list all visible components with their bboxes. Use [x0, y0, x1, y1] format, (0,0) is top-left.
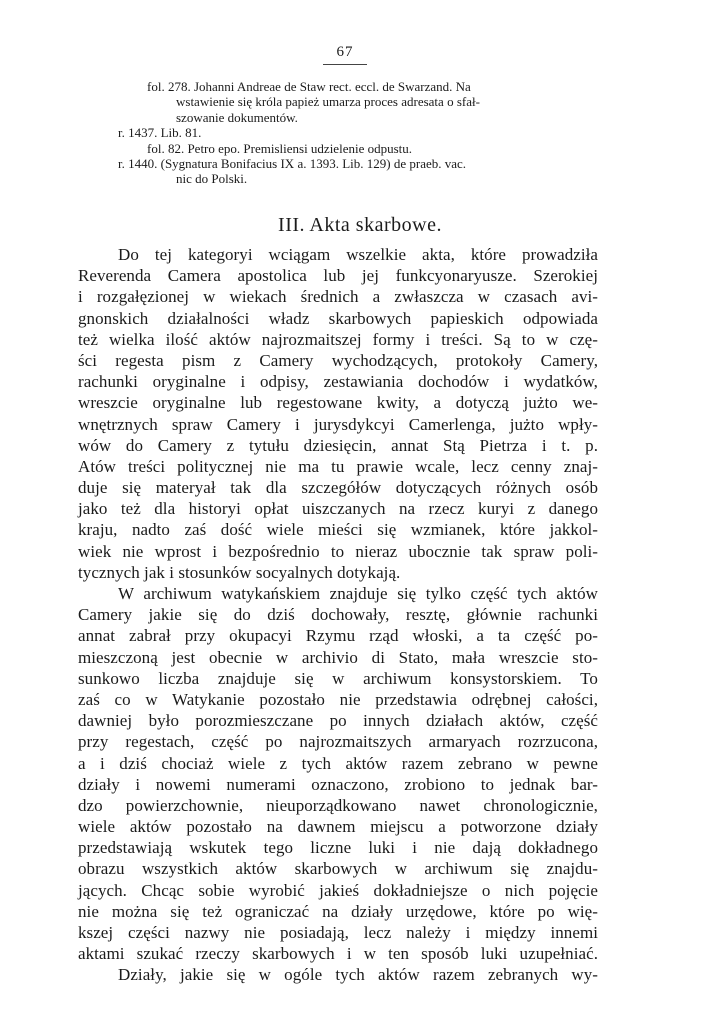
body-line: też wielka ilość aktów najrozmaitszej formy i treści. Są to w czę- [78, 329, 598, 349]
body-line: annat zabrał przy okupacyi Rzymu rząd włoski, a ta część po- [78, 626, 598, 646]
body-line: gnonskich działalności władz skarbowych papieskich odpowiada [78, 308, 598, 328]
body-line: Reverenda Camera apostolica lub jej funkcyonaryusze. Szerokiej [78, 266, 598, 286]
note-line: wstawienie się króla papież umarza proces adresata o sfał- [176, 94, 480, 110]
note-line: fol. 278. Johanni Andreae de Staw rect. eccl. de Swarzand. Na [147, 79, 471, 94]
body-line: ści regesta pism z Camery wychodzących, protokoły Camery, [78, 350, 598, 370]
note-line: r. 1440. (Sygnatura Bonifacius IX a. 1393. Lib. 129) de praeb. vac. [118, 156, 467, 171]
body-line: duje się materyał tak dla szczegółów dotyczących różnych osób [78, 478, 598, 498]
body-line: Do tej kategoryi wciągam wszelkie akta, które prowadziła [118, 245, 598, 264]
body-line: wiek nie wprost i bezpośrednio to nieraz ubocznie tak spraw poli- [78, 541, 598, 561]
body-line: wreszcie oryginalne lub regestowane kwity, a dotyczą jużto we- [78, 393, 598, 413]
body-line: Camery jakie się do dziś dochowały, resztę, głównie rachunki [78, 605, 598, 625]
body-line: jako też dla historyi opłat uiszczanych na rzecz kuryi z danego [78, 499, 598, 519]
body-line: wów do Camery z tytułu dziesięcin, annat Stą Pietrza i t. p. [78, 435, 598, 455]
note-line: szowanie dokumentów. [176, 109, 298, 125]
note-line: nic do Polski. [176, 171, 248, 187]
body-line: i rozgałęzionej w wiekach średnich a zwłaszcza w czasach avi- [78, 287, 598, 307]
body-line: zaś co w Watykanie pozostało nie przedstawia odrębnej całości, [78, 689, 598, 709]
section-title: III. Akta skarbowe. [278, 214, 442, 236]
body-line: przy regestach, część po najrozmaitszych armaryach rozrzucona, [78, 732, 598, 752]
body-line: Działy, jakie się w ogóle tych aktów razem zebranych wy- [118, 965, 598, 985]
body-line: tycznych jak i stosunków socyalnych dotykają. [78, 562, 401, 582]
body-line: a i dziś chociaż wiele z tych aktów razem zebrano w pewne [78, 753, 598, 773]
body-line: obrazu wszystkich aktów skarbowych w archiwum się znajdu- [78, 859, 598, 879]
body-line: dawniej było porozmieszczane po innych działach aktów, część [78, 711, 598, 731]
body-line: dzo powierzchownie, nieuporządkowano nawet chronologicznie, [78, 795, 598, 815]
body-line: kraju, nadto zaś dość wiele mieści się wzmianek, które jakkol- [78, 520, 598, 540]
note-line: fol. 82. Petro epo. Premisliensi udzielenie odpustu. [147, 140, 413, 156]
body-line: rachunki oryginalne i odpisy, zestawiania dochodów i wydatków, [78, 372, 598, 392]
page-number-rule [323, 64, 367, 65]
body-line: Atów treści politycznej nie ma tu prawie wcale, lecz cenny znaj- [78, 456, 598, 476]
body-text [78, 244, 598, 986]
body-line: W archiwum watykańskiem znajduje się tylko część tych aktów [118, 584, 598, 603]
body-line: wnętrznych spraw Camery i jurysdykcyi Camerlenga, jużto wpły- [78, 414, 598, 434]
body-line: przedstawiają wskutek tego liczne luki i nie dają dokładnego [78, 838, 598, 858]
body-line: aktami szukać rzeczy skarbowych i w ten sposób luki uzupełniać. [78, 944, 598, 964]
body-line: mieszczoną jest obecnie w archivio di Stato, mała wreszcie sto- [78, 647, 598, 667]
body-line: sunkowo liczba znajduje się w archiwum konsystorskiem. To [78, 668, 598, 688]
body-line: nie można się też ograniczać na działy urzędowe, które po wię- [78, 901, 598, 921]
body-line: działy i nowemi numerami oznaczono, zrobiono to jednak bar- [78, 774, 598, 794]
body-line: jących. Chcąc sobie wyrobić jakieś dokładniejsze o nich pojęcie [78, 880, 598, 900]
body-line: wiele aktów pozostało na dawnem miejscu a potworzone działy [78, 817, 598, 837]
page-number: 67 [336, 44, 354, 60]
body-line: kszej części nazwy nie posiadają, lecz należy i między innemi [78, 923, 598, 942]
note-line: r. 1437. Lib. 81. [118, 125, 202, 141]
